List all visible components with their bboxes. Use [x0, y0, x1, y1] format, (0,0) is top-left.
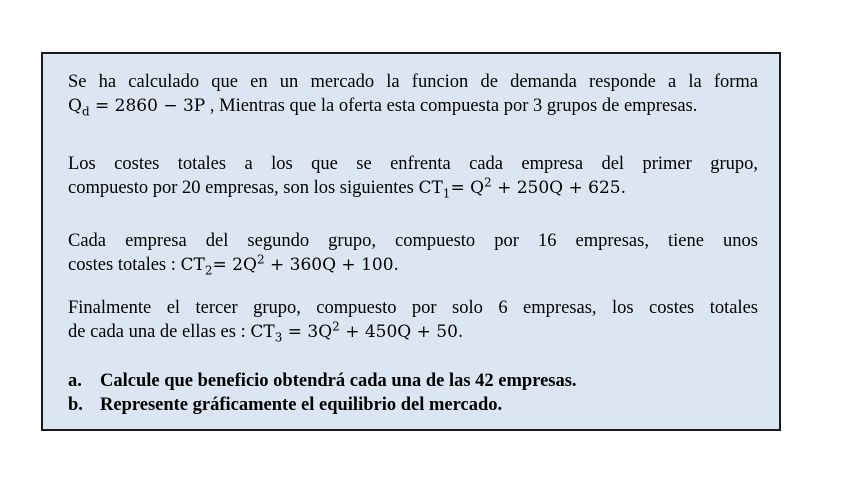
demand-equation-body: = 2860 − 3P [89, 96, 206, 116]
paragraph-demand [68, 70, 758, 118]
equation-part-a: = 3Q [282, 322, 333, 342]
list-item [68, 369, 758, 393]
equation-part-a: = Q [450, 178, 485, 198]
question-text: Represente gráficamente el equilibrio del mercado. [100, 395, 503, 415]
group1-line-1: Los costes totales a los que se enfrenta cada empresa del primer grupo, [68, 154, 758, 174]
group1-line-2 [68, 176, 758, 200]
group3-line-1: Finalmente el tercer grupo, compuesto por solo 6 empresas, los costes totales [68, 298, 758, 318]
group1-cost-equation [418, 175, 627, 201]
paragraph-group-1 [68, 152, 758, 200]
ct-subscript: 2 [204, 263, 213, 278]
group2-cost-equation [180, 252, 399, 278]
group3-cost-equation [250, 319, 464, 345]
demand-line-1: Se ha calculado que en un mercado la funcion de demanda responde a la forma [68, 72, 758, 92]
equation-exponent: 2 [484, 175, 492, 190]
equation-part-b: + 250Q + 625. [491, 178, 627, 198]
demand-line-2 [68, 94, 758, 118]
ct-subscript: 1 [442, 186, 451, 201]
paragraph-group-3 [68, 296, 758, 344]
group2-text: costes totales : [68, 255, 181, 275]
q-symbol: Q [68, 96, 82, 116]
ct-symbol: CT [250, 322, 275, 342]
ct-symbol: CT [418, 178, 443, 198]
question-letter: a. [68, 371, 82, 391]
question-letter: b. [68, 395, 83, 415]
group3-line-2 [68, 320, 758, 344]
equation-part-a: = 2Q [212, 255, 257, 275]
equation-exponent: 2 [256, 252, 265, 267]
equation-part-b: + 360Q + 100. [264, 255, 399, 275]
ct-subscript: 3 [274, 330, 283, 345]
supply-statement: , Mientras que la oferta esta compuesta por 3 grupos de empresas. [205, 96, 698, 116]
list-item [68, 393, 758, 417]
question-text: Calcule que beneficio obtendrá cada una de las 42 empresas. [100, 371, 577, 391]
paragraph-group-2 [68, 229, 758, 277]
problem-box [41, 52, 781, 431]
q-subscript: d [81, 104, 90, 119]
equation-exponent: 2 [332, 319, 340, 334]
group2-line-2 [68, 253, 758, 277]
equation-part-b: + 450Q + 50. [339, 322, 464, 342]
ct-symbol: CT [180, 255, 205, 275]
group2-line-1: Cada empresa del segundo grupo, compuesto por 16 empresas, tiene unos [68, 231, 758, 251]
group1-text: compuesto por 20 empresas, son los siguientes [68, 178, 419, 198]
group3-text: de cada una de ellas es : [68, 322, 251, 342]
demand-equation [68, 96, 206, 119]
question-list [68, 369, 758, 417]
